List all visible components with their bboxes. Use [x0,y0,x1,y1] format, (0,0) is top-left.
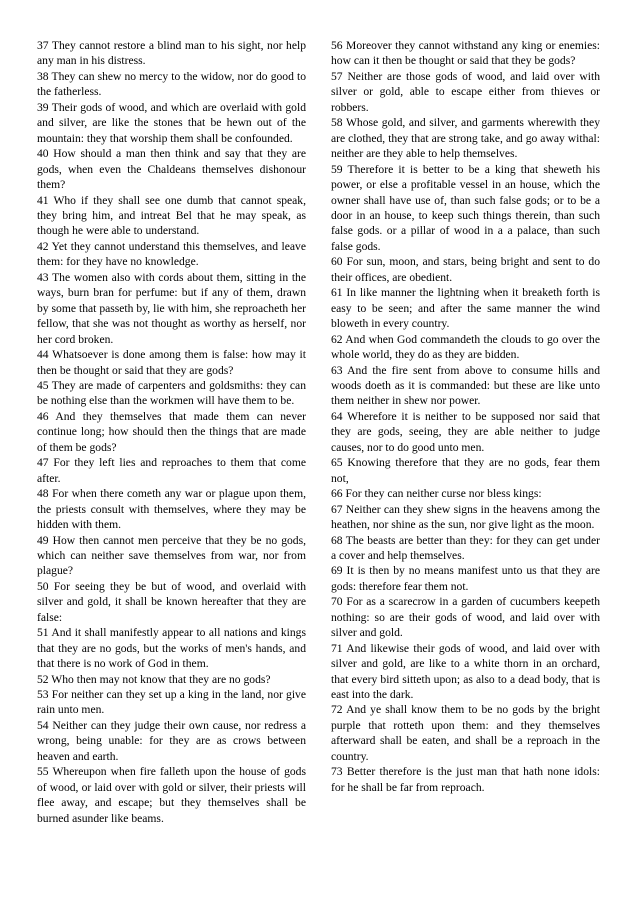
verse: 42 Yet they cannot understand this themselves, and leave them: for they have no knowledge. [37,239,306,269]
verse: 65 Knowing therefore that they are no gods, fear them not, [331,456,600,485]
verse: 60 For sun, moon, and stars, being bright and sent to do their offices, are obedient. [331,255,600,284]
verse: 54 Neither can they judge their own cause, nor redress a wrong, being unable: for they are as crows between heaven and earth. [37,718,306,763]
right-column [331,38,600,795]
verse: 61 In like manner the lightning when it breaketh forth is easy to be seen; and after the same manner the wind bloweth in every country. [331,286,600,331]
verse: 68 The beasts are better than they: for they can get under a cover and help themselves. [331,533,600,562]
verse: 37 They cannot restore a blind man to his sight, nor help any man in his distress. [37,39,306,68]
verse: 58 Whose gold, and silver, and garments wherewith they are clothed, they that are strong take, and go away withal: neither are they able to help themselves. [331,116,600,161]
verse: 44 Whatsoever is done among them is false: how may it then be thought or said that they are gods? [37,348,306,377]
verse: 48 For when there cometh any war or plague upon them, the priests consult with themselves, where they may be hidden with them. [37,487,306,532]
verse: 49 How then cannot men perceive that they be no gods, which can neither save themselves from war, nor from plague? [37,533,306,578]
verse: 69 It is then by no means manifest unto us that they are gods: therefore fear them not. [331,564,600,593]
verse: 52 Who then may not know that they are no gods? [37,672,271,686]
left-column [37,38,306,826]
verse: 71 And likewise their gods of wood, and laid over with silver and gold, are like to a white thorn in an orchard, that every bird sitteth upon; as also to a dead body, that is east into the dark. [331,641,600,702]
verse: 39 Their gods of wood, and which are overlaid with gold and silver, are like the stones that be hewn out of the mountain: they that worship them shall be confounded. [37,100,306,145]
verse: 63 And the fire sent from above to consume hills and woods doeth as it is commanded: but these are like unto them neither in shew nor power. [331,363,600,408]
verse: 43 The women also with cords about them, sitting in the ways, burn bran for perfume: but if any of them, drawn by some that passeth by, lie with him, she reproacheth her fellow, that she was not thought as worthy as herself, nor her cord broken. [37,270,306,346]
verse: 50 For seeing they be but of wood, and overlaid with silver and gold, it shall be known hereafter that they are false: [37,579,306,624]
verse: 53 For neither can they set up a king in the land, nor give rain unto men. [37,688,306,717]
verse: 46 And they themselves that made them can never continue long; how should then the things that are made of them be gods? [37,409,306,454]
verse: 73 Better therefore is the just man that hath none idols: for he shall be far from reproach. [331,765,600,794]
verse: 62 And when God commandeth the clouds to go over the whole world, they do as they are bidden. [331,332,600,362]
verse: 55 Whereupon when fire falleth upon the house of gods of wood, or laid over with gold or silver, their priests will flee away, and escape; but they themselves shall be burned asunder like beams. [37,765,306,825]
verse: 51 And it shall manifestly appear to all nations and kings that they are no gods, but the works of men's hands, and that there is no work of God in them. [37,626,306,671]
verse: 47 For they left lies and reproaches to them that come after. [37,456,306,485]
verse: 72 And ye shall know them to be no gods by the bright purple that rotteth upon them: and they themselves afterward shall be eaten, and shall be a reproach in the country. [331,703,600,763]
verse: 38 They can shew no mercy to the widow, nor do good to the fatherless. [37,69,306,99]
verse: 70 For as a scarecrow in a garden of cucumbers keepeth nothing: so are their gods of wood, and laid over with silver and gold. [331,595,600,640]
verse: 57 Neither are those gods of wood, and laid over with silver or gold, able to escape either from thieves or robbers. [331,69,600,114]
verse: 40 How should a man then think and say that they are gods, when even the Chaldeans themselves dishonour them? [37,147,306,192]
verse: 64 Wherefore it is neither to be supposed nor said that they are gods, seeing, they are able neither to judge causes, nor to do good unto men. [331,409,600,454]
verse: 59 Therefore it is better to be a king that sheweth his power, or else a profitable vessel in an house, which the owner shall have use of, than such false gods; or to be a door in an house, to keep such things therein, than such false gods. or a pillar of wood in a a palace, than such false gods. [331,162,600,253]
verse: 45 They are made of carpenters and goldsmiths: they can be nothing else than the workmen will have them to be. [37,378,306,408]
verse: 56 Moreover they cannot withstand any king or enemies: how can it then be thought or said that they be gods? [331,39,600,68]
verse: 41 Who if they shall see one dumb that cannot speak, they bring him, and intreat Bel that he may speak, as though he were able to understand. [37,193,306,238]
verse: 66 For they can neither curse nor bless kings: [331,487,542,501]
verse: 67 Neither can they shew signs in the heavens among the heathen, nor shine as the sun, nor give light as the moon. [331,502,600,532]
